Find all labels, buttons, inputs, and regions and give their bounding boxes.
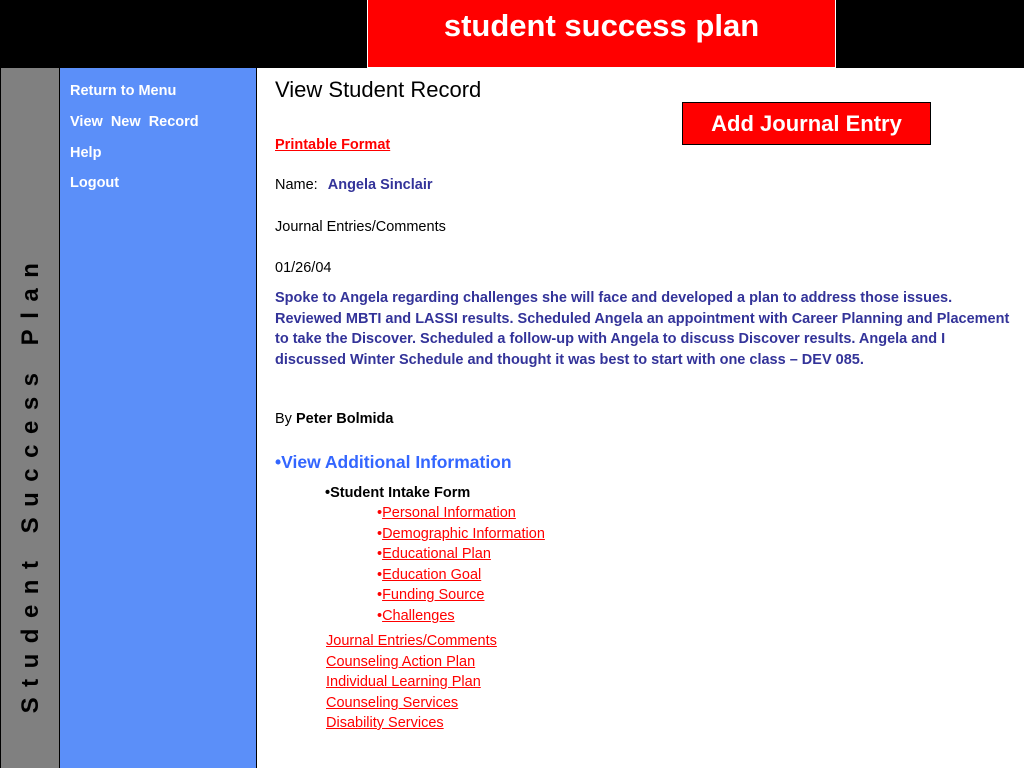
education-goal-link[interactable]: Education Goal [382,567,482,583]
bullet: • [275,452,282,472]
funding-source-link[interactable]: Funding Source [382,587,485,603]
bullet: • [377,587,383,603]
bullet: • [377,546,383,562]
journal-heading: Journal Entries/Comments [275,219,446,235]
entry-text: Spoke to Angela regarding challenges she will face and developed a plan to address those issues. Reviewed MBTI and LASSI results. Scheduled Angela an appointment with Career Planning and Placement to take the Discover. Scheduled a follow-up with Angela to discuss Discover results. Angela and I discussed Winter Schedule and thought it was best to start with one class – DEV 085. [275,290,1010,368]
intake-link-row [377,567,481,583]
demographic-information-link[interactable]: Demographic Information [382,526,545,542]
intake-link-row [377,505,516,521]
bullet: • [325,485,331,501]
by-label: By [275,411,292,427]
view-additional-info-link[interactable] [275,452,512,473]
individual-learning-plan-link[interactable]: Individual Learning Plan [326,674,481,690]
disability-services-link[interactable]: Disability Services [326,715,444,731]
page-title: View Student Record [275,77,482,102]
personal-information-link[interactable]: Personal Information [382,505,516,521]
entry-date: 01/26/04 [275,260,332,276]
side-strip [0,68,60,768]
student-intake-label: Student Intake Form [330,485,471,501]
bullet: • [377,567,383,583]
counseling-services-link[interactable]: Counseling Services [326,695,459,711]
nav-sidebar [60,68,257,768]
intake-link-row [377,526,545,542]
student-intake-heading [325,485,470,501]
intake-link-row [377,587,484,603]
journal-entries-link[interactable]: Journal Entries/Comments [326,633,497,649]
side-strip-title: Student Success Plan [17,252,44,714]
nav-view-new-record[interactable]: View New Record [70,114,199,130]
header-bar [0,0,1024,68]
bullet: • [377,505,383,521]
main-content [257,68,1024,768]
counseling-action-plan-link[interactable]: Counseling Action Plan [326,654,476,670]
challenges-link[interactable]: Challenges [382,608,455,624]
name-row [275,177,433,193]
author-row [275,411,393,427]
printable-format-link[interactable]: Printable Format [275,137,391,153]
view-additional-info-label[interactable]: View Additional Information [281,452,512,472]
app-title: student success plan [443,8,760,43]
student-name: Angela Sinclair [327,177,433,193]
intake-link-row [377,608,455,624]
educational-plan-link[interactable]: Educational Plan [382,546,491,562]
nav-help[interactable]: Help [70,145,102,161]
intake-link-row [377,546,491,562]
add-journal-entry-button[interactable]: Add Journal Entry [682,102,931,145]
nav-return-to-menu[interactable]: Return to Menu [70,83,177,99]
author-name: Peter Bolmida [295,411,394,427]
name-label: Name: [275,177,318,193]
bullet: • [377,526,383,542]
bullet: • [377,608,383,624]
app-banner [367,0,836,68]
nav-logout[interactable]: Logout [70,175,120,191]
